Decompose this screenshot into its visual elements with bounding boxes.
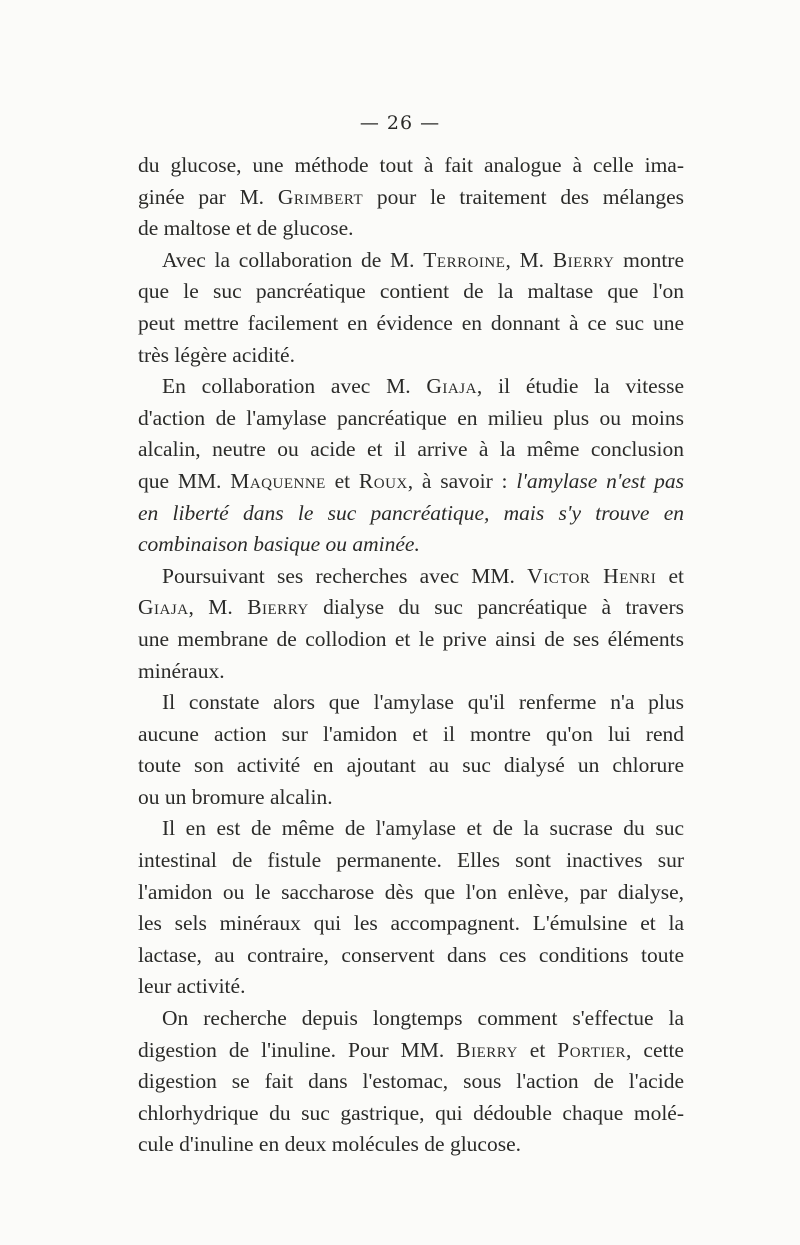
text-line (138, 245, 684, 277)
text-line (138, 371, 684, 403)
text-run: dialyse du suc pancréatique à travers (308, 595, 684, 620)
author-name: Roux (358, 468, 408, 493)
text-line (138, 434, 684, 466)
text-run: Poursuivant ses recherches avec MM. (162, 563, 528, 588)
text-line (138, 529, 684, 561)
text-line (138, 782, 684, 814)
text-run: l'amidon ou le saccharose dès que l'on enlève, par dialyse, (138, 879, 684, 904)
body-text (138, 150, 684, 1161)
text-run: toute son activité en ajoutant au suc dialysé un chlorure (138, 753, 684, 778)
text-run: que MM. (138, 468, 231, 493)
text-line (138, 213, 684, 245)
text-line (138, 403, 684, 435)
paragraph-2 (138, 245, 684, 371)
text-line (138, 813, 684, 845)
author-name: Grimbert (277, 184, 364, 209)
text-run: On recherche depuis longtemps comment s'effectue la (162, 1006, 684, 1031)
text-line (138, 845, 684, 877)
text-line (138, 1035, 684, 1067)
text-run: montre (614, 247, 685, 272)
text-run: très légère acidité. (138, 342, 295, 367)
text-run: cule d'inuline en deux molécules de glucose. (138, 1132, 521, 1157)
author-name: Victor Henri (527, 563, 657, 588)
paragraph-3 (138, 371, 684, 561)
text-run: les sels minéraux qui les accompagnent. L'émulsine et la (138, 911, 684, 936)
author-name: Giaja (426, 374, 477, 399)
author-name: Bierry (456, 1037, 518, 1062)
text-line (138, 940, 684, 972)
text-line (138, 592, 684, 624)
text-run: Il constate alors que l'amylase qu'il renferme n'a plus (162, 690, 684, 715)
paragraph-1 (138, 150, 684, 245)
text-run: ou un bromure alcalin. (138, 784, 333, 809)
text-run: digestion de l'inuline. Pour MM. (138, 1037, 457, 1062)
text-run: pour le traitement des mélanges (363, 184, 684, 209)
author-name: Bierry (552, 247, 615, 272)
text-run: minéraux. (138, 658, 225, 683)
text-line (138, 498, 684, 530)
text-line (138, 1003, 684, 1035)
text-run: chlorhydrique du suc gastrique, qui dédouble chaque molé- (138, 1100, 684, 1125)
text-run: , M. (188, 595, 248, 620)
text-run: d'action de l'amylase pancréatique en milieu plus ou moins (138, 405, 684, 430)
text-run: , à savoir : (407, 468, 517, 493)
text-line (138, 182, 684, 214)
text-line (138, 1066, 684, 1098)
italic-quote: l'amylase n'est pas (516, 468, 684, 493)
text-line (138, 687, 684, 719)
text-line (138, 308, 684, 340)
text-run: digestion se fait dans l'estomac, sous l'action de l'acide (138, 1069, 684, 1094)
text-run: En collaboration avec M. (162, 374, 427, 399)
text-run: et (325, 468, 359, 493)
text-run: Avec la collaboration de M. (162, 247, 424, 272)
text-line (138, 561, 684, 593)
text-line (138, 908, 684, 940)
paragraph-6 (138, 813, 684, 1003)
text-line (138, 877, 684, 909)
text-run: et (656, 563, 684, 588)
author-name: Portier (557, 1037, 627, 1062)
text-line (138, 276, 684, 308)
text-run: , cette (626, 1037, 684, 1062)
italic-quote: en liberté dans le suc pancréatique, mais s'y trouve en (138, 500, 684, 525)
text-line (138, 624, 684, 656)
text-line (138, 750, 684, 782)
text-run: , M. (505, 247, 553, 272)
text-run: leur activité. (138, 974, 246, 999)
author-name: Maquenne (230, 468, 326, 493)
text-run: Il en est de même de l'amylase et de la sucrase du suc (162, 816, 684, 841)
text-line (138, 719, 684, 751)
text-line (138, 971, 684, 1003)
text-run: du glucose, une méthode tout à fait analogue à celle ima- (138, 153, 684, 177)
text-run: intestinal de fistule permanente. Elles sont inactives sur (138, 848, 684, 873)
text-run: une membrane de collodion et le prive ainsi de ses éléments (138, 626, 684, 651)
author-name: Giaja (138, 595, 189, 620)
text-run: que le suc pancréatique contient de la maltase que l'on (138, 279, 684, 304)
text-run: alcalin, neutre ou acide et il arrive à la même conclusion (138, 437, 684, 462)
paragraph-5 (138, 687, 684, 813)
text-run: et (517, 1037, 558, 1062)
text-run: peut mettre facilement en évidence en donnant à ce suc une (138, 310, 684, 335)
text-line (138, 340, 684, 372)
paragraph-7 (138, 1003, 684, 1161)
text-line (138, 150, 684, 182)
text-run: lactase, au contraire, conservent dans ces conditions toute (138, 942, 684, 967)
author-name: Bierry (247, 595, 309, 620)
text-run: , il étudie la vitesse (476, 374, 685, 399)
text-run: aucune action sur l'amidon et il montre qu'on lui rend (138, 721, 684, 746)
text-line (138, 656, 684, 688)
paragraph-4 (138, 561, 684, 687)
text-line (138, 1129, 684, 1161)
text-line (138, 466, 684, 498)
text-run: ginée par M. (138, 184, 278, 209)
page-number: — 26 — (359, 112, 441, 134)
author-name: Terroine (423, 247, 506, 272)
text-line (138, 1098, 684, 1130)
italic-quote: combinaison basique ou aminée. (138, 532, 420, 557)
text-run: de maltose et de glucose. (138, 216, 354, 241)
